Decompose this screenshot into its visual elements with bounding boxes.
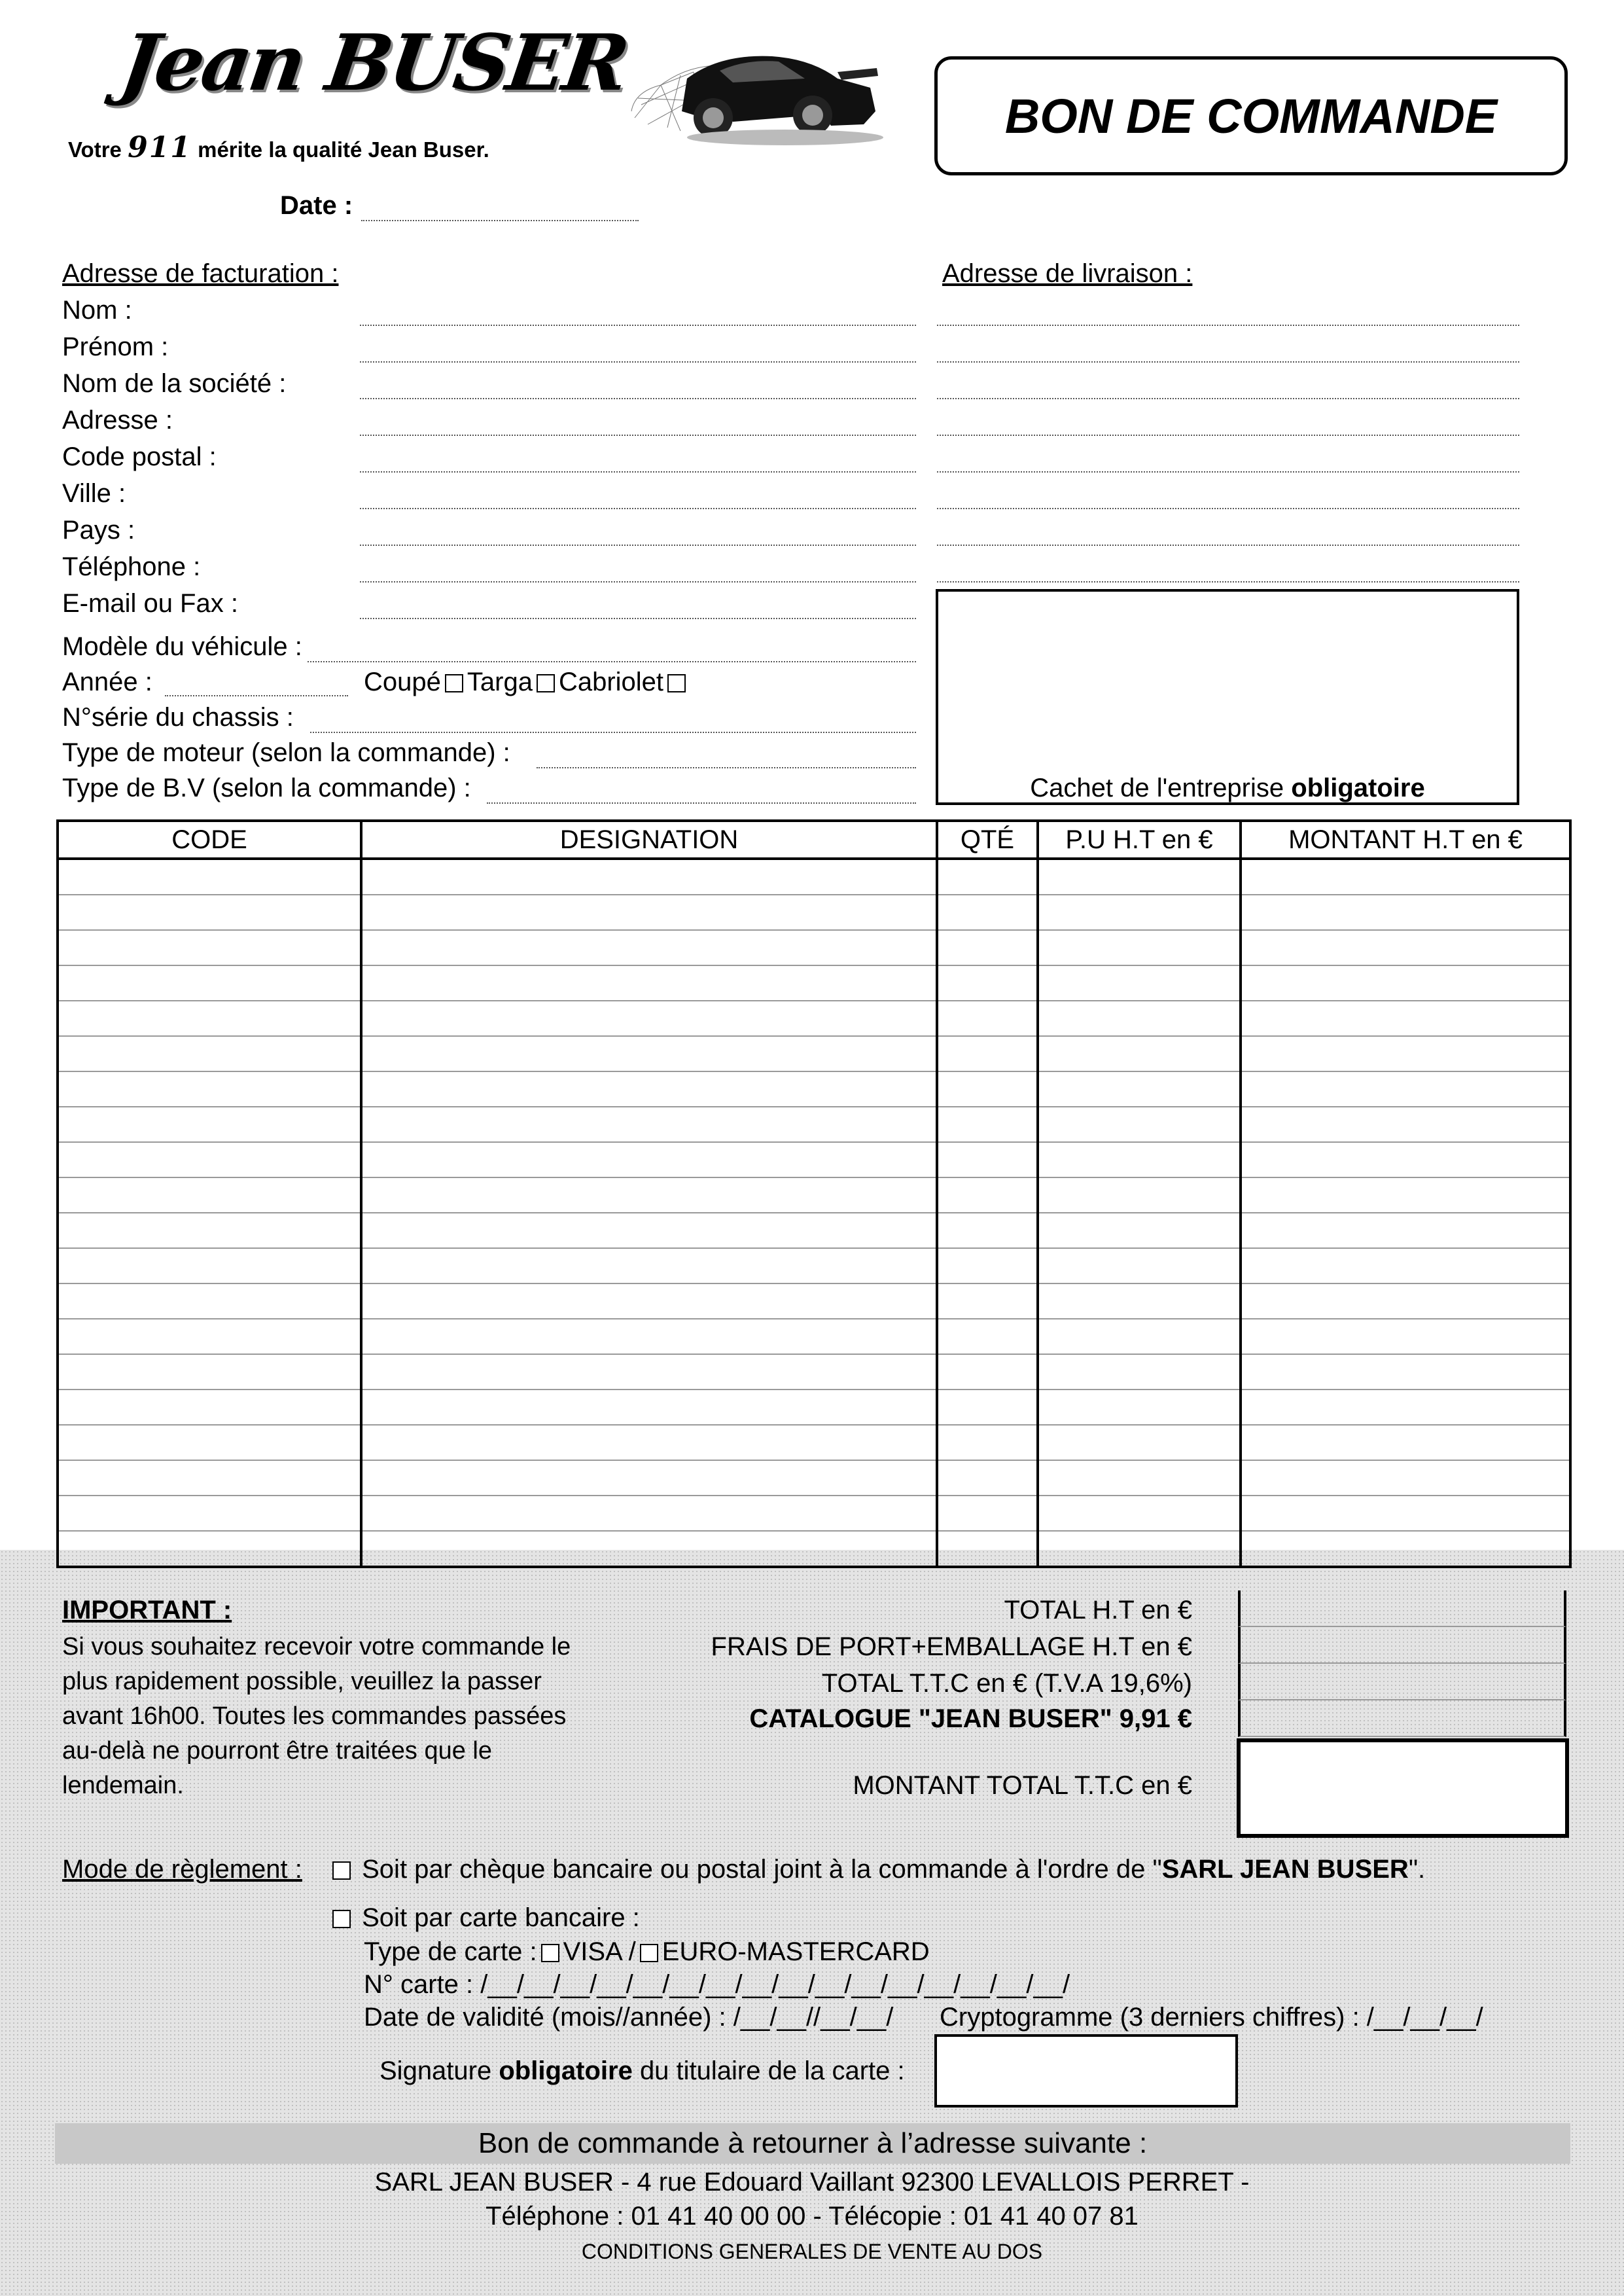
total-ttc-label: TOTAL T.T.C en € (T.V.A 19,6%)	[821, 1669, 1192, 1698]
targa-checkbox[interactable]	[537, 674, 555, 692]
unit-price-cell[interactable]	[1038, 1036, 1241, 1071]
body-type-options	[364, 666, 690, 698]
qty-cell[interactable]	[937, 1213, 1038, 1248]
code-cell[interactable]	[58, 895, 361, 930]
chassis-label: N°série du chassis :	[62, 703, 294, 732]
qty-cell[interactable]	[937, 1001, 1038, 1036]
unit-price-cell[interactable]	[1038, 930, 1241, 965]
card-type-label: Type de carte :	[364, 1937, 537, 1966]
unit-price-cell[interactable]	[1038, 859, 1241, 895]
qty-cell[interactable]	[937, 1460, 1038, 1496]
amount-cell[interactable]	[1241, 859, 1570, 895]
card-number-field[interactable]: N° carte : /__/__/__/__/__/__/__/__/__/__/__/__/__/__/__/__/	[364, 1970, 1070, 1999]
coupe-checkbox[interactable]	[445, 674, 463, 692]
vehicle-model-label: Modèle du véhicule :	[62, 632, 302, 661]
amount-cell[interactable]	[1241, 1390, 1570, 1425]
unit-price-cell[interactable]	[1038, 1425, 1241, 1460]
important-text	[62, 1630, 571, 1803]
unit-price-cell[interactable]	[1038, 1001, 1241, 1036]
col-amount: MONTANT H.T en €	[1241, 821, 1570, 859]
qty-cell[interactable]	[937, 1248, 1038, 1283]
vehicle-year-field[interactable]	[165, 695, 348, 696]
billing-ville-field[interactable]	[360, 508, 916, 509]
unit-price-cell[interactable]	[1038, 1354, 1241, 1390]
table-row	[58, 1036, 1570, 1071]
amount-cell[interactable]	[1241, 1319, 1570, 1354]
gearbox-field[interactable]	[487, 802, 916, 804]
billing-label-pays: Pays :	[62, 516, 135, 545]
total-ht-label: TOTAL H.T en €	[1004, 1596, 1192, 1624]
table-row	[58, 1248, 1570, 1283]
billing-label-societe: Nom de la société :	[62, 369, 287, 398]
shipping-label: FRAIS DE PORT+EMBALLAGE H.T en €	[711, 1632, 1192, 1661]
page-title: BON DE COMMANDE	[1004, 88, 1498, 143]
designation-cell[interactable]	[361, 1319, 937, 1354]
billing-label-email: E-mail ou Fax :	[62, 589, 238, 618]
billing-heading: Adresse de facturation :	[62, 259, 339, 288]
col-qty: QTÉ	[937, 821, 1038, 859]
qty-cell[interactable]	[937, 1177, 1038, 1213]
designation-cell[interactable]	[361, 1213, 937, 1248]
total-ht-cell[interactable]	[1238, 1590, 1566, 1627]
table-row	[58, 1071, 1570, 1107]
delivery-heading: Adresse de livraison :	[942, 259, 1193, 288]
unit-price-cell[interactable]	[1038, 1142, 1241, 1177]
stamp-caption	[936, 772, 1519, 804]
qty-cell[interactable]	[937, 1390, 1038, 1425]
billing-telephone-field[interactable]	[360, 581, 916, 583]
grand-total-label: MONTANT TOTAL T.T.C en €	[853, 1771, 1192, 1800]
billing-societe-field[interactable]	[360, 398, 916, 399]
code-cell[interactable]	[58, 1460, 361, 1496]
vehicle-model-field[interactable]	[308, 661, 916, 662]
terms-note: CONDITIONS GENERALES DE VENTE AU DOS	[581, 2240, 1043, 2263]
billing-label-code-postal: Code postal :	[62, 442, 217, 471]
unit-price-cell[interactable]	[1038, 1248, 1241, 1283]
important-line: au-delà ne pourront être traitées que le	[62, 1737, 492, 1765]
amount-cell[interactable]	[1241, 1001, 1570, 1036]
code-cell[interactable]	[58, 1107, 361, 1142]
amount-cell[interactable]	[1241, 1213, 1570, 1248]
qty-cell[interactable]	[937, 930, 1038, 965]
return-banner	[55, 2123, 1570, 2164]
items-table	[56, 819, 1572, 1568]
designation-cell[interactable]	[361, 859, 937, 895]
billing-code-postal-field[interactable]	[360, 471, 916, 473]
qty-cell[interactable]	[937, 1354, 1038, 1390]
cheque-text: Soit par chèque bancaire ou postal joint à la commande à l'ordre de "	[362, 1855, 1162, 1884]
designation-cell[interactable]	[361, 1071, 937, 1107]
unit-price-cell[interactable]	[1038, 1283, 1241, 1319]
qty-cell[interactable]	[937, 1319, 1038, 1354]
amount-cell[interactable]	[1241, 1496, 1570, 1531]
delivery-line-8[interactable]	[937, 581, 1519, 583]
table-row	[58, 1531, 1570, 1567]
payment-card-option	[328, 1902, 640, 1933]
unit-price-cell[interactable]	[1038, 1390, 1241, 1425]
designation-cell[interactable]	[361, 1248, 937, 1283]
amount-cell[interactable]	[1241, 965, 1570, 1001]
signature-required: obligatoire	[499, 2056, 633, 2085]
cheque-payee: SARL JEAN BUSER	[1161, 1855, 1409, 1884]
mastercard-label: EURO-MASTERCARD	[662, 1937, 930, 1966]
designation-cell[interactable]	[361, 1425, 937, 1460]
qty-cell[interactable]	[937, 1283, 1038, 1319]
cabriolet-checkbox[interactable]	[667, 674, 686, 692]
unit-price-cell[interactable]	[1038, 1496, 1241, 1531]
amount-cell[interactable]	[1241, 1142, 1570, 1177]
code-cell[interactable]	[58, 1213, 361, 1248]
chassis-field[interactable]	[310, 732, 916, 733]
delivery-line-3[interactable]	[937, 398, 1519, 399]
amount-cell[interactable]	[1241, 1107, 1570, 1142]
date-label: Date :	[280, 191, 353, 220]
mastercard-checkbox[interactable]	[640, 1944, 658, 1962]
validity-field[interactable]: Date de validité (mois//année) : /__/__//__/__/	[364, 2003, 894, 2032]
code-cell[interactable]	[58, 1283, 361, 1319]
engine-field[interactable]	[537, 767, 916, 768]
car-illustration	[622, 39, 883, 164]
table-row	[58, 1425, 1570, 1460]
designation-cell[interactable]	[361, 1390, 937, 1425]
billing-prenom-field[interactable]	[360, 361, 916, 363]
important-line: avant 16h00. Toutes les commandes passées	[62, 1702, 567, 1730]
catalogue-cell[interactable]	[1238, 1700, 1566, 1737]
qty-cell[interactable]	[937, 965, 1038, 1001]
table-row	[58, 930, 1570, 965]
table-row	[58, 1460, 1570, 1496]
code-cell[interactable]	[58, 1248, 361, 1283]
amount-cell[interactable]	[1241, 1460, 1570, 1496]
brand-tagline	[68, 131, 489, 164]
amount-cell[interactable]	[1241, 1071, 1570, 1107]
visa-checkbox[interactable]	[541, 1944, 559, 1962]
cheque-checkbox[interactable]	[332, 1861, 351, 1880]
code-cell[interactable]	[58, 1177, 361, 1213]
stamp-required: obligatoire	[1291, 774, 1425, 802]
table-row	[58, 1107, 1570, 1142]
billing-label-nom: Nom :	[62, 296, 132, 325]
col-code: CODE	[58, 821, 361, 859]
designation-cell[interactable]	[361, 1283, 937, 1319]
code-cell[interactable]	[58, 1531, 361, 1567]
unit-price-cell[interactable]	[1038, 1460, 1241, 1496]
amount-cell[interactable]	[1241, 1354, 1570, 1390]
qty-cell[interactable]	[937, 1107, 1038, 1142]
table-row	[58, 965, 1570, 1001]
engine-label: Type de moteur (selon la commande) :	[62, 738, 510, 767]
table-row	[58, 1283, 1570, 1319]
qty-cell[interactable]	[937, 859, 1038, 895]
vehicle-year-label: Année :	[62, 668, 152, 696]
designation-cell[interactable]	[361, 1036, 937, 1071]
unit-price-cell[interactable]	[1038, 1177, 1241, 1213]
table-row	[58, 859, 1570, 895]
code-cell[interactable]	[58, 1496, 361, 1531]
brand-logo: Jean BUSER	[115, 17, 632, 108]
unit-price-cell[interactable]	[1038, 965, 1241, 1001]
code-cell[interactable]	[58, 859, 361, 895]
table-row	[58, 1319, 1570, 1354]
code-cell[interactable]	[58, 1071, 361, 1107]
amount-cell[interactable]	[1241, 1425, 1570, 1460]
billing-label-prenom: Prénom :	[62, 332, 169, 361]
body-option-targa-label: Targa	[467, 668, 533, 696]
billing-label-adresse: Adresse :	[62, 406, 173, 435]
unit-price-cell[interactable]	[1038, 1531, 1241, 1567]
unit-price-cell[interactable]	[1038, 895, 1241, 930]
company-address: SARL JEAN BUSER - 4 rue Edouard Vaillant 92300 LEVALLOIS PERRET -	[374, 2168, 1250, 2197]
unit-price-cell[interactable]	[1038, 1071, 1241, 1107]
payment-cheque-option	[328, 1854, 1425, 1885]
billing-nom-field[interactable]	[360, 325, 916, 326]
table-header-row	[58, 821, 1570, 859]
catalogue-label: CATALOGUE "JEAN BUSER" 9,91 €	[749, 1704, 1192, 1733]
shipping-cell[interactable]	[1238, 1627, 1566, 1664]
tagline-pre: Votre	[68, 137, 122, 162]
qty-cell[interactable]	[937, 1142, 1038, 1177]
designation-cell[interactable]	[361, 1001, 937, 1036]
table-row	[58, 1354, 1570, 1390]
return-label: Bon de commande à retourner à l’adresse suivante :	[478, 2127, 1148, 2159]
delivery-line-7[interactable]	[937, 545, 1519, 546]
body-option-coupe-label: Coupé	[364, 668, 441, 696]
order-title-box	[934, 56, 1568, 175]
billing-email-field[interactable]	[360, 618, 916, 619]
important-line: Si vous souhaitez recevoir votre commande le	[62, 1633, 571, 1660]
unit-price-cell[interactable]	[1038, 1107, 1241, 1142]
billing-label-telephone: Téléphone :	[62, 552, 201, 581]
qty-cell[interactable]	[937, 1531, 1038, 1567]
visa-label: VISA /	[563, 1937, 636, 1966]
amount-cell[interactable]	[1241, 1248, 1570, 1283]
table-row	[58, 1001, 1570, 1036]
grand-total-cell[interactable]	[1237, 1738, 1569, 1838]
table-row	[58, 1496, 1570, 1531]
code-cell[interactable]	[58, 1036, 361, 1071]
billing-pays-field[interactable]	[360, 545, 916, 546]
delivery-line-2[interactable]	[937, 361, 1519, 363]
table-row	[58, 1177, 1570, 1213]
card-checkbox[interactable]	[332, 1910, 351, 1928]
card-type-row	[364, 1936, 930, 1967]
designation-cell[interactable]	[361, 1531, 937, 1567]
qty-cell[interactable]	[937, 1425, 1038, 1460]
amount-cell[interactable]	[1241, 1531, 1570, 1567]
signature-pre: Signature	[380, 2056, 492, 2085]
amount-cell[interactable]	[1241, 1036, 1570, 1071]
table-row	[58, 1390, 1570, 1425]
designation-cell[interactable]	[361, 1354, 937, 1390]
amount-cell[interactable]	[1241, 895, 1570, 930]
qty-cell[interactable]	[937, 1036, 1038, 1071]
qty-cell[interactable]	[937, 895, 1038, 930]
designation-cell[interactable]	[361, 965, 937, 1001]
delivery-line-1[interactable]	[937, 325, 1519, 326]
code-cell[interactable]	[58, 1142, 361, 1177]
code-cell[interactable]	[58, 965, 361, 1001]
important-line: plus rapidement possible, veuillez la passer	[62, 1668, 542, 1695]
code-cell[interactable]	[58, 1001, 361, 1036]
unit-price-cell[interactable]	[1038, 1319, 1241, 1354]
designation-cell[interactable]	[361, 1107, 937, 1142]
col-unit-price: P.U H.T en €	[1038, 821, 1241, 859]
designation-cell[interactable]	[361, 1496, 937, 1531]
table-row	[58, 895, 1570, 930]
designation-cell[interactable]	[361, 1142, 937, 1177]
qty-cell[interactable]	[937, 1496, 1038, 1531]
payment-label: Mode de règlement :	[62, 1855, 302, 1884]
company-contact: Téléphone : 01 41 40 00 00 - Télécopie : 01 41 40 07 81	[485, 2202, 1139, 2231]
qty-cell[interactable]	[937, 1071, 1038, 1107]
table-row	[58, 1213, 1570, 1248]
stamp-label: Cachet de l'entreprise	[1030, 774, 1284, 802]
billing-adresse-field[interactable]	[360, 435, 916, 436]
designation-cell[interactable]	[361, 1460, 937, 1496]
designation-cell[interactable]	[361, 895, 937, 930]
cheque-text-end: ".	[1408, 1855, 1426, 1884]
code-cell[interactable]	[58, 1354, 361, 1390]
unit-price-cell[interactable]	[1038, 1213, 1241, 1248]
billing-label-ville: Ville :	[62, 479, 126, 508]
code-cell[interactable]	[58, 930, 361, 965]
amount-cell[interactable]	[1241, 1177, 1570, 1213]
signature-box[interactable]	[934, 2034, 1238, 2108]
delivery-line-6[interactable]	[937, 508, 1519, 509]
cryptogram-field[interactable]: Cryptogramme (3 derniers chiffres) : /__/__/__/	[940, 2003, 1483, 2032]
code-cell[interactable]	[58, 1390, 361, 1425]
signature-label	[380, 2055, 905, 2087]
designation-cell[interactable]	[361, 1177, 937, 1213]
delivery-line-4[interactable]	[937, 435, 1519, 436]
tagline-post: mérite la qualité Jean Buser.	[198, 137, 489, 162]
designation-cell[interactable]	[361, 930, 937, 965]
code-cell[interactable]	[58, 1425, 361, 1460]
important-line: lendemain.	[62, 1772, 184, 1799]
code-cell[interactable]	[58, 1319, 361, 1354]
gearbox-label: Type de B.V (selon la commande) :	[62, 774, 471, 802]
amount-cell[interactable]	[1241, 930, 1570, 965]
col-designation: DESIGNATION	[361, 821, 937, 859]
body-option-cabriolet-label: Cabriolet	[558, 668, 664, 696]
total-ttc-cell[interactable]	[1238, 1664, 1566, 1700]
date-field[interactable]	[361, 220, 639, 221]
delivery-line-5[interactable]	[937, 471, 1519, 473]
signature-post: du titulaire de la carte :	[639, 2056, 905, 2085]
important-heading: IMPORTANT :	[62, 1596, 232, 1624]
tagline-model: 911	[128, 131, 192, 164]
amount-cell[interactable]	[1241, 1283, 1570, 1319]
table-row	[58, 1142, 1570, 1177]
card-text: Soit par carte bancaire :	[362, 1903, 640, 1932]
